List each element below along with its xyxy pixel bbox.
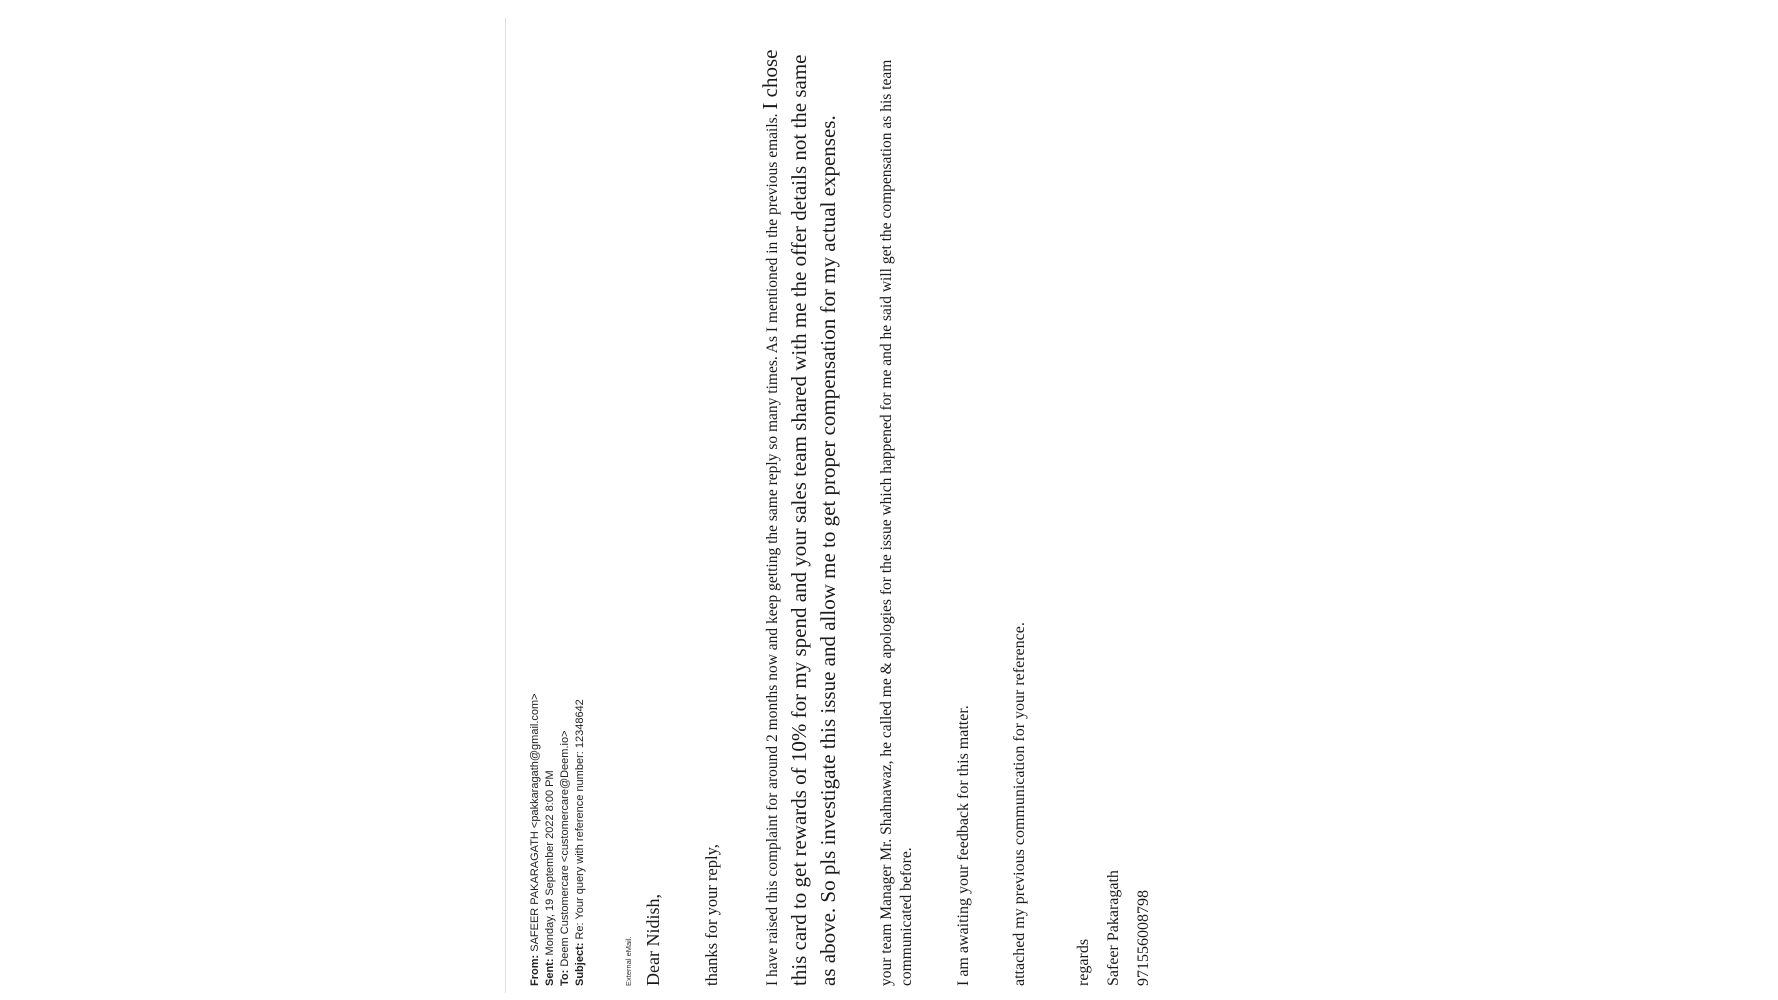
- sent-value: Monday, 19 September 2022 8:00 PM: [544, 770, 556, 956]
- signature: [1069, 6, 1159, 986]
- awaiting-line: I am awaiting your feedback for this matter.: [955, 705, 972, 986]
- signature-phone: 971556008798: [1135, 890, 1152, 986]
- complaint-text-small: I have raised this complaint for around 2 months now and keep getting the same reply so many times. As I mentioned in the previous emails.: [764, 113, 781, 986]
- sent-line: Sent: Monday, 19 September 2022 8:00 PM: [544, 770, 556, 986]
- attached-line: attached my previous communication for your reference.: [1011, 622, 1028, 986]
- complaint-paragraph: [756, 36, 843, 986]
- manager-paragraph: your team Manager Mr. Shahnawaz, he called me & apologies for the issue which happened for me and he said will get the compensation as his team communicated before.: [878, 59, 915, 986]
- subject-value: Re: Your query with reference number: 12348642: [574, 699, 586, 940]
- to-value: Deem Customercare <customercare@Deem.io>: [559, 730, 571, 967]
- from-value: SAFEER PAKARAGATH <pakkaragath@gmail.com>: [529, 693, 541, 952]
- external-email-tag: External eMail.: [624, 936, 633, 986]
- page-divider: [505, 18, 506, 993]
- complaint-text-large: I chose this card to get rewards of 10% for my spend and your sales team shared with me the offer details not the same as above. So pls investigate this issue and allow me to get proper compensation for my actual expenses.: [758, 49, 840, 986]
- signature-name: Safeer Pakaragath: [1105, 870, 1122, 986]
- to-line: To: Deem Customercare <customercare@Deem.io>: [559, 730, 571, 986]
- thanks-line: thanks for your reply,: [702, 844, 721, 986]
- from-line: From: SAFEER PAKARAGATH <pakkaragath@gmail.com>: [529, 693, 541, 986]
- email-header: [528, 6, 588, 986]
- subject-line: Subject: Re: Your query with reference number: 12348642: [574, 699, 586, 986]
- email-document: [528, 6, 1218, 986]
- greeting: Dear Nidish,: [643, 894, 663, 986]
- regards-line: regards: [1075, 938, 1092, 986]
